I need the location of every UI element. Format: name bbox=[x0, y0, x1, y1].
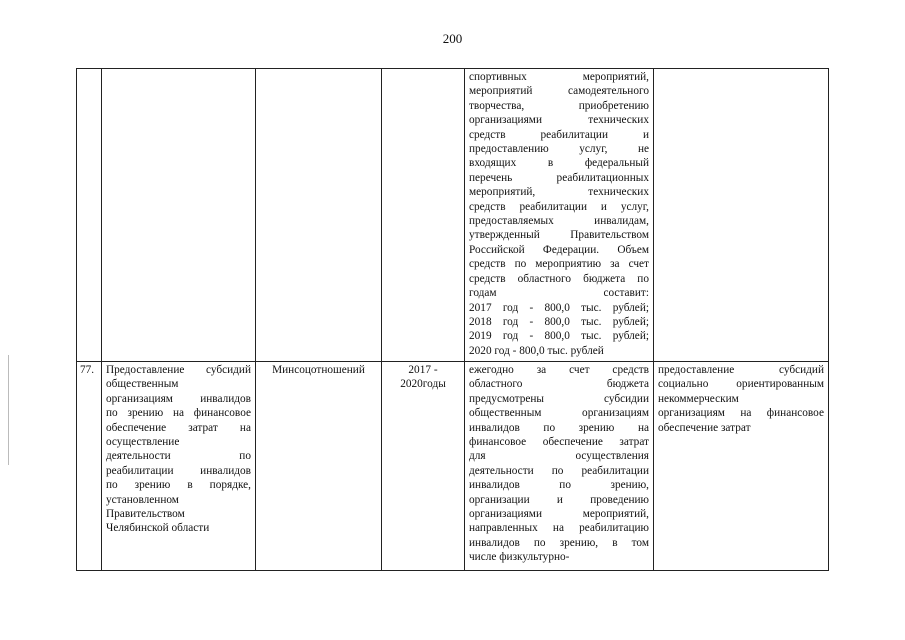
cell-executor bbox=[256, 69, 382, 362]
text-line: организациям на финансовое bbox=[658, 407, 824, 420]
text-line: спортивных мероприятий, bbox=[469, 71, 649, 83]
text-line: обеспечение затрат на bbox=[106, 421, 251, 434]
text-line: социально ориентированным bbox=[658, 378, 824, 391]
text-line: Правительством bbox=[106, 508, 185, 521]
text-line: инвалидов по зрению на bbox=[469, 421, 649, 434]
text-line: ежегодно за счет средств bbox=[469, 364, 649, 376]
text-line: направленных на реабилитацию bbox=[469, 522, 649, 535]
cell-expected-result bbox=[654, 362, 829, 571]
text-line: входящих в федеральный bbox=[469, 157, 649, 170]
text-line: осуществление bbox=[106, 436, 180, 449]
text-line: финансовое обеспечение затрат bbox=[469, 436, 649, 449]
text-line: для осуществления bbox=[469, 450, 649, 463]
text-line: предоставляемых инвалидам, bbox=[469, 215, 649, 228]
text-line: Челябинской области bbox=[106, 522, 210, 535]
text-line: Российской Федерации. Объем bbox=[469, 243, 649, 256]
text-line: общественным bbox=[106, 378, 179, 391]
text-line: установленном bbox=[106, 493, 179, 506]
text-line: утвержденный Правительством bbox=[469, 229, 649, 242]
text-line: некоммерческим bbox=[658, 392, 739, 405]
text-line: организации и проведению bbox=[469, 493, 649, 506]
cell-executor: Минсоцотношений bbox=[256, 362, 382, 571]
text-line: общественным организациям bbox=[469, 407, 649, 420]
text-line: 2020 год - 800,0 тыс. рублей bbox=[469, 344, 604, 357]
cell-number bbox=[77, 69, 102, 362]
text-line: инвалидов по зрению, bbox=[469, 479, 649, 492]
text-line: мероприятий самодеятельного bbox=[469, 85, 649, 98]
cell-number: 77. bbox=[77, 362, 102, 571]
cell-description bbox=[465, 69, 654, 362]
text-line: творчества, приобретению bbox=[469, 99, 649, 112]
cell-description bbox=[465, 362, 654, 571]
cell-measure-name bbox=[102, 69, 256, 362]
text-line: по зрению в порядке, bbox=[106, 479, 251, 492]
text-line: предусмотрены субсидии bbox=[469, 392, 649, 405]
text-line: перечень реабилитационных bbox=[469, 171, 649, 184]
text-line: организациями мероприятий, bbox=[469, 508, 649, 521]
text-line: организациями технических bbox=[469, 114, 649, 127]
text-line: деятельности по bbox=[106, 450, 251, 463]
text-line: средств реабилитации и услуг, bbox=[469, 200, 649, 213]
text-line: числе физкультурно- bbox=[469, 551, 570, 564]
text-line: 2017 год - 800,0 тыс. рублей; bbox=[469, 301, 649, 314]
text-line: 2019 год - 800,0 тыс. рублей; bbox=[469, 330, 649, 343]
text-line: инвалидов по зрению, в том bbox=[469, 536, 649, 549]
text-line: годам составит: bbox=[469, 287, 649, 300]
text-line: 2017 - 2020 bbox=[400, 364, 438, 391]
cell-expected-result bbox=[654, 69, 829, 362]
text-line: реабилитации инвалидов bbox=[106, 464, 251, 477]
cell-measure-name bbox=[102, 362, 256, 571]
text-line: деятельности по реабилитации bbox=[469, 464, 649, 477]
text-line: организациям инвалидов bbox=[106, 392, 251, 405]
text-line: предоставление субсидий bbox=[658, 364, 824, 376]
table-row-continuation bbox=[77, 69, 829, 362]
text-line: обеспечение затрат bbox=[658, 421, 751, 434]
measures-table bbox=[76, 68, 829, 571]
text-line: 2018 год - 800,0 тыс. рублей; bbox=[469, 315, 649, 328]
cell-period bbox=[382, 362, 465, 571]
cell-period bbox=[382, 69, 465, 362]
text-line: по зрению на финансовое bbox=[106, 407, 251, 420]
scan-margin-mark bbox=[8, 355, 9, 465]
text-line: Предоставление субсидий bbox=[106, 364, 251, 376]
table-row-77 bbox=[77, 362, 829, 571]
text-line: средств областного бюджета по bbox=[469, 272, 649, 285]
text-line: предоставлению услуг, не bbox=[469, 143, 649, 156]
text-line: мероприятий, технических bbox=[469, 186, 649, 199]
text-line: средств по мероприятию за счет bbox=[469, 258, 649, 271]
text-line: областного бюджета bbox=[469, 378, 649, 391]
text-line: годы bbox=[422, 378, 446, 391]
page-number: 200 bbox=[442, 31, 463, 46]
text-line: средств реабилитации и bbox=[469, 128, 649, 141]
